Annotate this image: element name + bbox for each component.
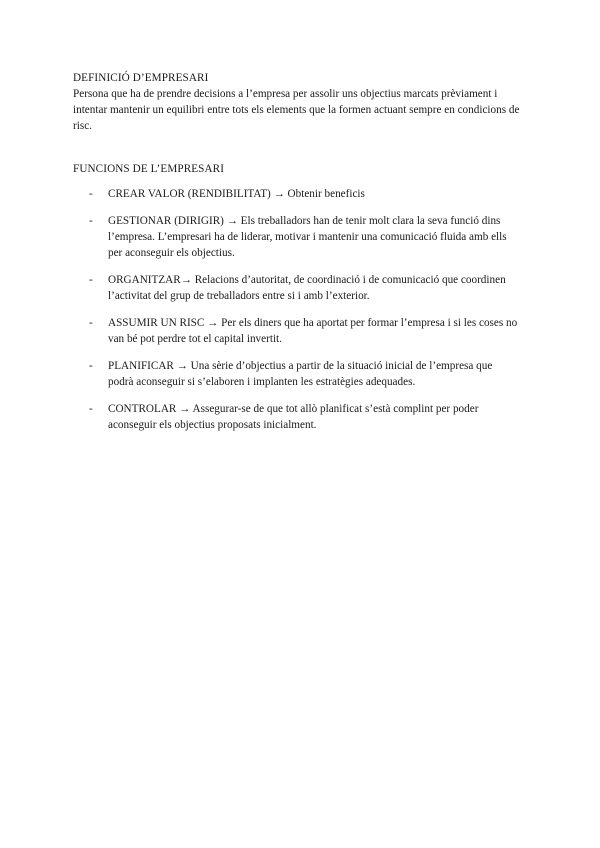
function-item-text: ASSUMIR UN RISC → Per els diners que ha aportat per formar l’empresa i si les coses no van bé pot perdre tot el capital invertit. [108, 317, 518, 345]
function-item-planificar [73, 358, 518, 390]
bullet-dash: - [89, 215, 93, 227]
function-item-organitzar [73, 272, 518, 304]
bullet-dash: - [89, 188, 93, 200]
definition-paragraph: Persona que ha de prendre decisions a l’empresa per assolir uns objectius marcats prèviament i intentar mantenir un equilibri entre tots els elements que la formen actuant sempre en condicions de risc. [73, 88, 520, 132]
function-item-text: CONTROLAR → Assegurar-se de que tot allò planificat s’està complint per poder aconseguir els objectius proposats inicialment. [108, 403, 479, 431]
definition-section [73, 70, 533, 134]
function-item-text: PLANIFICAR → Una sèrie d’objectius a partir de la situació inicial de l’empresa que podrà aconseguir si s’elaboren i implanten les estratègies adequades. [108, 360, 493, 388]
bullet-dash: - [89, 274, 93, 286]
bullet-dash: - [89, 360, 93, 372]
definition-heading: DEFINICIÓ D’EMPRESARI [73, 72, 209, 84]
document-page [73, 70, 533, 444]
function-item-text: CREAR VALOR (RENDIBILITAT) → Obtenir beneficis [108, 188, 365, 200]
functions-heading: FUNCIONS DE L’EMPRESARI [73, 163, 225, 175]
function-item-gestionar [73, 213, 518, 261]
function-item-assumir-risc [73, 315, 518, 347]
functions-list [73, 186, 533, 433]
bullet-dash: - [89, 403, 93, 415]
function-item-controlar [73, 401, 518, 433]
function-item-text: ORGANITZAR→ Relacions d’autoritat, de coordinació i de comunicació que coordinen l’activitat del grup de treballadors entre si i amb l’exterior. [108, 274, 506, 302]
functions-section [73, 161, 533, 433]
function-item-crear-valor [73, 186, 518, 202]
bullet-dash: - [89, 317, 93, 329]
function-item-text: GESTIONAR (DIRIGIR) → Els treballadors han de tenir molt clara la seva funció dins l’empresa. L’empresari ha de liderar, motivar i mantenir una comunicació fluida amb ells per aconseguir els objectius. [108, 215, 507, 259]
